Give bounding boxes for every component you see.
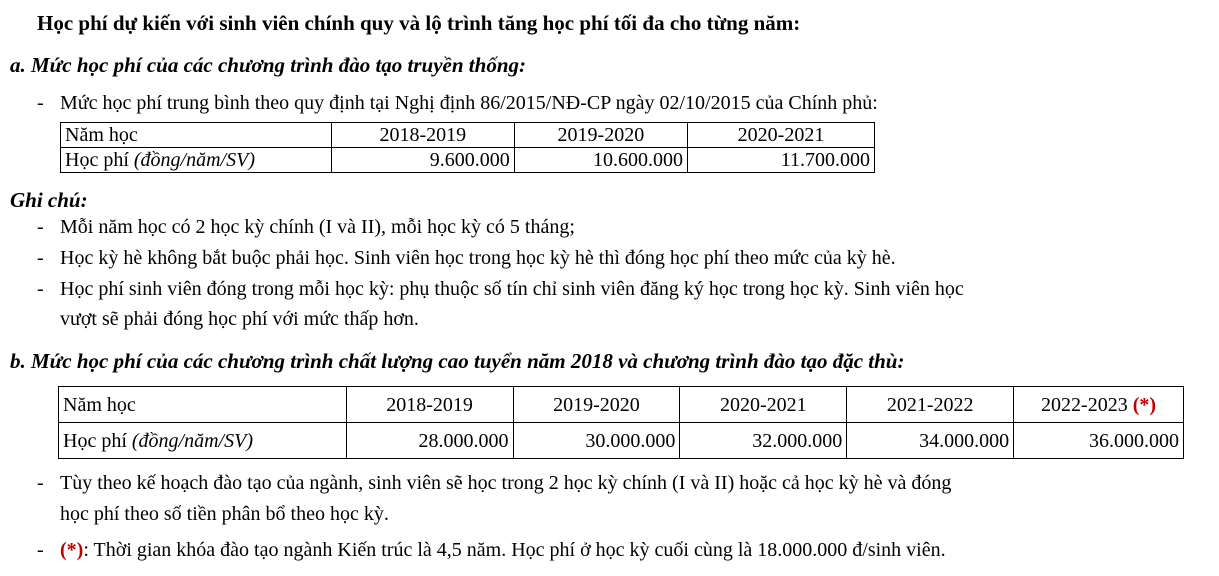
bullet-dash: - xyxy=(37,472,44,494)
table-row xyxy=(59,423,1184,459)
table-row-label: Học phí (đồng/năm/SV) xyxy=(59,423,347,459)
bullet-dash: - xyxy=(37,247,44,269)
section-a-title: a. Mức học phí của các chương trình đào tạo truyền thống: xyxy=(10,53,526,77)
section-a-intro: Mức học phí trung bình theo quy định tại Nghị định 86/2015/NĐ-CP ngày 02/10/2015 của Chính phủ: xyxy=(60,92,878,114)
bullet-dash: - xyxy=(37,216,44,238)
tuition-table-b xyxy=(58,386,1184,459)
table-year-cell: 2020-2021 xyxy=(680,387,847,423)
table-year-cell: 2021-2022 xyxy=(847,387,1014,423)
note-item: Học phí sinh viên đóng trong mỗi học kỳ: phụ thuộc số tín chỉ sinh viên đăng ký học trong học kỳ. Sinh viên học xyxy=(60,278,964,300)
note-item: Mỗi năm học có 2 học kỳ chính (I và II), mỗi học kỳ có 5 tháng; xyxy=(60,216,575,238)
table-header-row xyxy=(61,123,875,148)
table-year-cell: 2019-2020 xyxy=(513,387,680,423)
footnote xyxy=(60,539,946,562)
table-value-cell: 32.000.000 xyxy=(680,423,847,459)
table-header-label: Năm học xyxy=(59,387,347,423)
table-year-cell: 2018-2019 xyxy=(331,123,514,148)
table-value-cell: 28.000.000 xyxy=(346,423,513,459)
section-b-bullet: Tùy theo kế hoạch đào tạo của ngành, sinh viên sẽ học trong 2 học kỳ chính (I và II) hoặc cả học kỳ hè và đóng xyxy=(60,472,952,494)
table-value-cell: 36.000.000 xyxy=(1014,423,1184,459)
asterisk-marker: (*) xyxy=(1132,393,1157,416)
table-value-cell: 34.000.000 xyxy=(847,423,1014,459)
bullet-dash: - xyxy=(37,278,44,300)
notes-title: Ghi chú: xyxy=(10,188,88,212)
section-b-bullet-continued: học phí theo số tiền phân bổ theo học kỳ. xyxy=(60,503,389,525)
footnote-text: : Thời gian khóa đào tạo ngành Kiến trúc là 4,5 năm. Học phí ở học kỳ cuối cùng là 18.000.000 đ/sinh viên. xyxy=(83,539,946,561)
table-year-cell: 2019-2020 xyxy=(514,123,687,148)
table-value-cell: 10.600.000 xyxy=(514,148,687,173)
note-item: Học kỳ hè không bắt buộc phải học. Sinh viên học trong học kỳ hè thì đóng học phí theo mức của kỳ hè. xyxy=(60,247,896,269)
table-value-cell: 9.600.000 xyxy=(331,148,514,173)
table-header-row xyxy=(59,387,1184,423)
bullet-dash: - xyxy=(37,539,44,561)
table-year-cell: 2020-2021 xyxy=(688,123,875,148)
table-row-label: Học phí (đồng/năm/SV) xyxy=(61,148,332,173)
footnote-marker: (*) xyxy=(60,539,84,561)
table-value-cell: 30.000.000 xyxy=(513,423,680,459)
table-row xyxy=(61,148,875,173)
note-item-continued: vượt sẽ phải đóng học phí với mức thấp hơn. xyxy=(60,308,419,330)
bullet-dash: - xyxy=(37,92,44,114)
table-year-cell: 2022-2023 (*) xyxy=(1014,387,1184,423)
tuition-table-a xyxy=(60,122,875,173)
section-b-title: b. Mức học phí của các chương trình chất lượng cao tuyển năm 2018 và chương trình đào tạo đặc thù: xyxy=(10,349,905,373)
table-value-cell: 11.700.000 xyxy=(688,148,875,173)
page-heading: Học phí dự kiến với sinh viên chính quy và lộ trình tăng học phí tối đa cho từng năm: xyxy=(37,11,801,35)
table-year-cell: 2018-2019 xyxy=(346,387,513,423)
table-header-label: Năm học xyxy=(61,123,332,148)
